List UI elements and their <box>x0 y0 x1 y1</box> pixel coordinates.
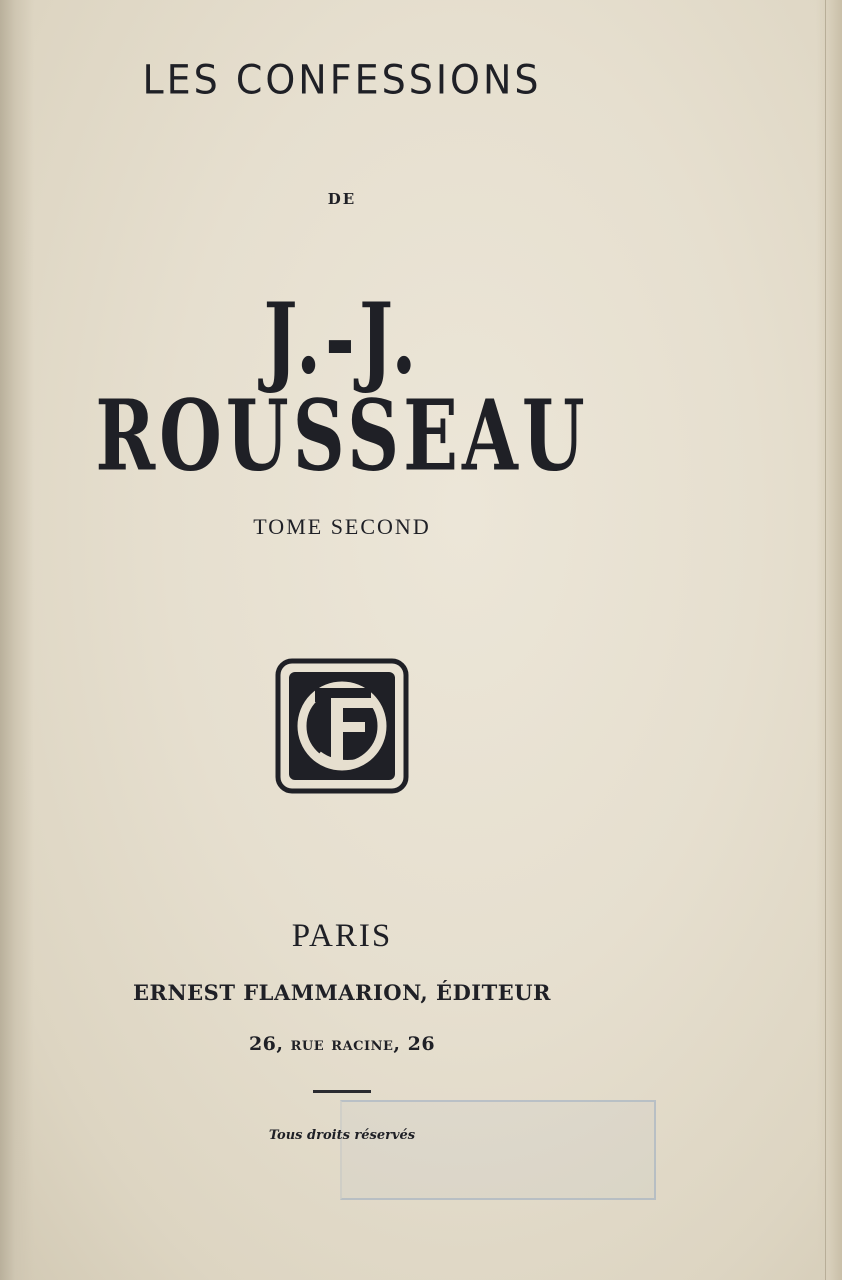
book-title: LES CONFESSIONS <box>142 56 542 104</box>
publisher-address: 26, rue racine, 26 <box>248 1033 436 1055</box>
volume-label: TOME SECOND <box>253 514 431 539</box>
title-preposition: DE <box>327 190 357 208</box>
divider-rule <box>313 1090 371 1093</box>
publisher-name: ERNEST FLAMMARION, ÉDITEUR <box>133 980 551 1005</box>
page-edge-line <box>825 0 826 1280</box>
faded-library-stamp <box>340 1100 656 1200</box>
rights-notice: Tous droits réservés <box>268 1128 416 1143</box>
publisher-monogram-icon <box>275 658 409 794</box>
page-edge <box>816 0 842 1280</box>
author-name: J.-J. ROUSSEAU <box>95 280 589 493</box>
publication-city: PARIS <box>291 918 393 954</box>
